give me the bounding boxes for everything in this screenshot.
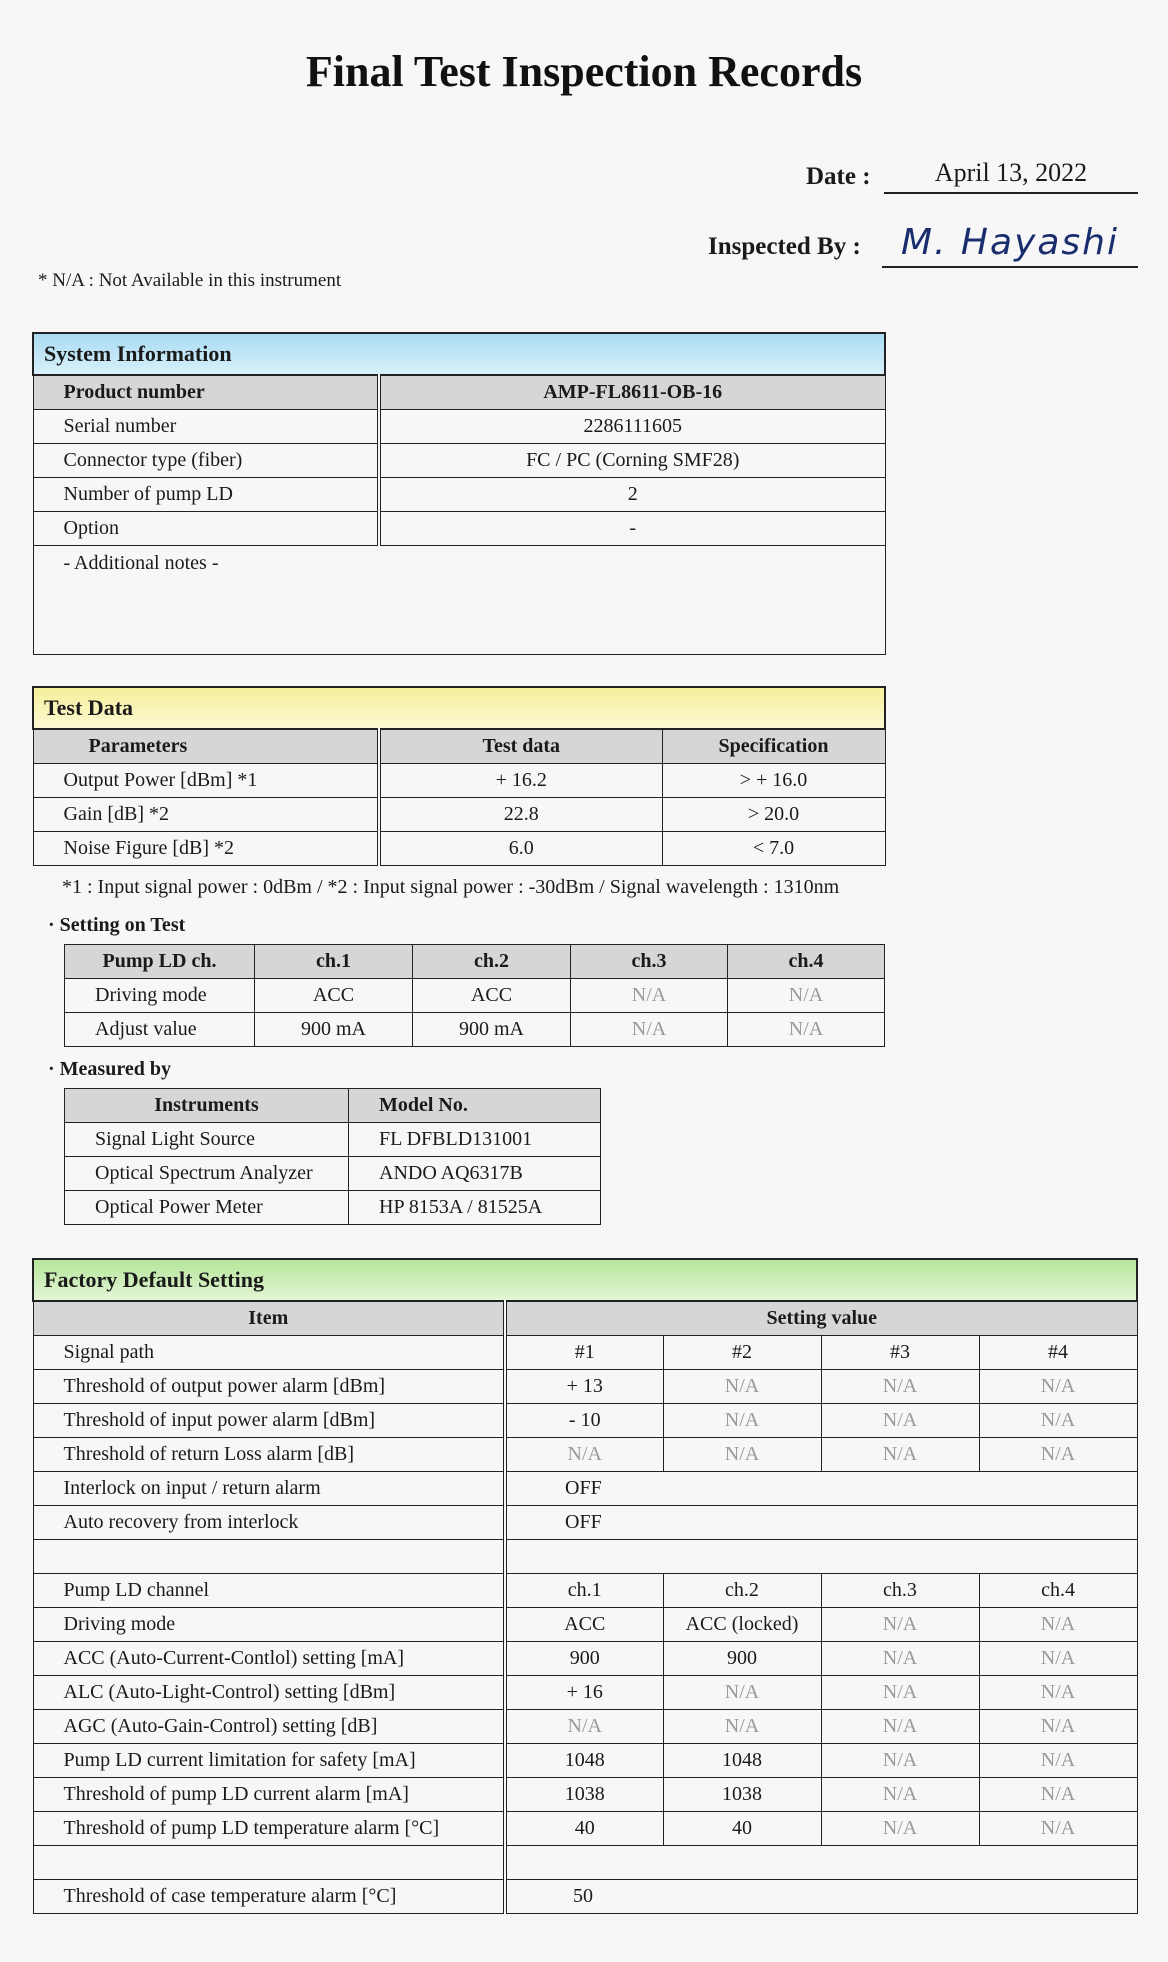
additional-notes: - Additional notes - xyxy=(33,546,885,655)
table-row xyxy=(33,1710,1137,1744)
ch3-header: ch.3 xyxy=(571,945,728,979)
table-cell: - 10 xyxy=(505,1404,663,1438)
table-cell: N/A xyxy=(663,1404,821,1438)
table-cell: N/A xyxy=(821,1676,979,1710)
table-cell: ch.1 xyxy=(505,1574,663,1608)
table-cell: 900 mA xyxy=(255,1013,413,1047)
interlock-label: Interlock on input / return alarm xyxy=(33,1472,505,1506)
blank-cell xyxy=(505,1846,1137,1880)
table-row xyxy=(33,764,885,798)
table-cell: Signal Light Source xyxy=(65,1123,349,1157)
adjust-value-label: Adjust value xyxy=(65,1013,255,1047)
table-header-row xyxy=(33,1301,1137,1336)
noise-figure-spec: < 7.0 xyxy=(662,832,885,866)
table-row xyxy=(65,1191,601,1225)
table-row xyxy=(33,410,885,444)
table-row xyxy=(33,1744,1137,1778)
parameters-header: Parameters xyxy=(33,729,379,764)
test-data-header: Test data xyxy=(379,729,662,764)
date-label: Date : xyxy=(806,163,871,190)
noise-figure-value: 6.0 xyxy=(379,832,662,866)
table-row xyxy=(33,478,885,512)
table-cell: Driving mode xyxy=(33,1608,505,1642)
inspector-signature: M. Hayashi xyxy=(882,222,1138,268)
table-row xyxy=(33,1642,1137,1676)
table-cell: N/A xyxy=(571,1013,728,1047)
case-temp-value: 50 xyxy=(505,1880,1137,1914)
table-cell: N/A xyxy=(821,1404,979,1438)
option-label: Option xyxy=(33,512,379,546)
pump-ld-ch-header: Pump LD ch. xyxy=(65,945,255,979)
table-header-row xyxy=(65,945,885,979)
table-cell: Threshold of pump LD current alarm [mA] xyxy=(33,1778,505,1812)
table-row xyxy=(65,1157,601,1191)
table-row xyxy=(33,1812,1137,1846)
table-cell: ANDO AQ6317B xyxy=(349,1157,601,1191)
table-row xyxy=(33,832,885,866)
item-header: Item xyxy=(33,1301,505,1336)
table-row xyxy=(65,1013,885,1047)
model-no-header: Model No. xyxy=(349,1089,601,1123)
table-cell: N/A xyxy=(821,1710,979,1744)
table-header-row xyxy=(33,729,885,764)
table-cell: N/A xyxy=(979,1710,1137,1744)
test-data-table xyxy=(32,686,886,866)
table-cell: 40 xyxy=(505,1812,663,1846)
serial-number-label: Serial number xyxy=(33,410,379,444)
table-row xyxy=(33,1438,1137,1472)
table-cell: N/A xyxy=(571,979,728,1013)
table-cell: N/A xyxy=(979,1676,1137,1710)
gain-value: 22.8 xyxy=(379,798,662,832)
table-row xyxy=(33,1778,1137,1812)
table-cell: 900 mA xyxy=(413,1013,571,1047)
table-row xyxy=(33,1404,1137,1438)
table-cell: Signal path xyxy=(33,1336,505,1370)
auto-recovery-value: OFF xyxy=(505,1506,1137,1540)
blank-row xyxy=(33,1540,1137,1574)
table-row xyxy=(65,1123,601,1157)
table-cell: N/A xyxy=(821,1608,979,1642)
gain-spec: > 20.0 xyxy=(662,798,885,832)
table-row xyxy=(33,1608,1137,1642)
table-row xyxy=(33,1506,1137,1540)
table-cell: #2 xyxy=(663,1336,821,1370)
table-cell: 1048 xyxy=(505,1744,663,1778)
table-cell: + 13 xyxy=(505,1370,663,1404)
output-power-spec: > + 16.0 xyxy=(662,764,885,798)
table-cell: N/A xyxy=(663,1710,821,1744)
blank-cell xyxy=(33,1540,505,1574)
additional-notes-row xyxy=(33,546,885,655)
table-cell: Optical Spectrum Analyzer xyxy=(65,1157,349,1191)
system-information-table xyxy=(32,332,886,655)
connector-type-value: FC / PC (Corning SMF28) xyxy=(379,444,885,478)
table-cell: ACC (locked) xyxy=(663,1608,821,1642)
table-row xyxy=(33,375,885,410)
table-cell: N/A xyxy=(979,1778,1137,1812)
test-data-heading: Test Data xyxy=(33,687,885,729)
instruments-header: Instruments xyxy=(65,1089,349,1123)
table-cell: N/A xyxy=(663,1676,821,1710)
table-cell: #4 xyxy=(979,1336,1137,1370)
table-cell: N/A xyxy=(821,1438,979,1472)
table-cell: 40 xyxy=(663,1812,821,1846)
table-cell: Threshold of input power alarm [dBm] xyxy=(33,1404,505,1438)
blank-row xyxy=(33,1846,1137,1880)
product-number-value: AMP-FL8611-OB-16 xyxy=(379,375,885,410)
product-number-label: Product number xyxy=(33,375,379,410)
table-cell: Threshold of pump LD temperature alarm [°C] xyxy=(33,1812,505,1846)
noise-figure-label: Noise Figure [dB] *2 xyxy=(33,832,379,866)
measured-by-table xyxy=(64,1088,601,1225)
date-value: April 13, 2022 xyxy=(884,158,1138,194)
table-row xyxy=(33,444,885,478)
table-cell: 1048 xyxy=(663,1744,821,1778)
table-cell: N/A xyxy=(979,1744,1137,1778)
table-cell: AGC (Auto-Gain-Control) setting [dB] xyxy=(33,1710,505,1744)
table-cell: ACC xyxy=(255,979,413,1013)
table-cell: Pump LD channel xyxy=(33,1574,505,1608)
table-cell: N/A xyxy=(821,1744,979,1778)
table-cell: ch.4 xyxy=(979,1574,1137,1608)
table-cell: ALC (Auto-Light-Control) setting [dBm] xyxy=(33,1676,505,1710)
table-cell: N/A xyxy=(663,1438,821,1472)
table-row xyxy=(33,1472,1137,1506)
table-row xyxy=(33,1336,1137,1370)
test-data-footnote: *1 : Input signal power : 0dBm / *2 : Input signal power : -30dBm / Signal wavelength : 1310nm xyxy=(62,876,840,898)
table-cell: N/A xyxy=(821,1812,979,1846)
table-cell: N/A xyxy=(979,1438,1137,1472)
ch4-header: ch.4 xyxy=(728,945,885,979)
table-row xyxy=(33,1370,1137,1404)
table-cell: N/A xyxy=(728,979,885,1013)
table-row xyxy=(33,1574,1137,1608)
table-cell: 1038 xyxy=(505,1778,663,1812)
table-cell: 1038 xyxy=(663,1778,821,1812)
table-cell: #3 xyxy=(821,1336,979,1370)
table-cell: Pump LD current limitation for safety [mA] xyxy=(33,1744,505,1778)
pump-ld-count-value: 2 xyxy=(379,478,885,512)
setting-on-test-label: · Setting on Test xyxy=(48,914,186,936)
table-cell: ACC xyxy=(505,1608,663,1642)
factory-default-table xyxy=(32,1258,1138,1914)
system-information-heading: System Information xyxy=(33,333,885,375)
na-note: * N/A : Not Available in this instrument xyxy=(38,270,342,291)
table-cell: N/A xyxy=(821,1370,979,1404)
table-row xyxy=(33,798,885,832)
serial-number-value: 2286111605 xyxy=(379,410,885,444)
table-cell: ch.3 xyxy=(821,1574,979,1608)
case-temp-label: Threshold of case temperature alarm [°C] xyxy=(33,1880,505,1914)
table-cell: 900 xyxy=(505,1642,663,1676)
ch1-header: ch.1 xyxy=(255,945,413,979)
table-row xyxy=(65,979,885,1013)
table-row xyxy=(33,1676,1137,1710)
table-cell: ACC xyxy=(413,979,571,1013)
gain-label: Gain [dB] *2 xyxy=(33,798,379,832)
specification-header: Specification xyxy=(662,729,885,764)
table-cell: N/A xyxy=(728,1013,885,1047)
table-row xyxy=(33,1880,1137,1914)
table-cell: 900 xyxy=(663,1642,821,1676)
table-cell: N/A xyxy=(505,1710,663,1744)
table-cell: ACC (Auto-Current-Contlol) setting [mA] xyxy=(33,1642,505,1676)
inspected-by-label: Inspected By : xyxy=(708,233,861,260)
measured-by-label: · Measured by xyxy=(48,1058,171,1080)
connector-type-label: Connector type (fiber) xyxy=(33,444,379,478)
table-cell: N/A xyxy=(979,1404,1137,1438)
ch2-header: ch.2 xyxy=(413,945,571,979)
output-power-value: + 16.2 xyxy=(379,764,662,798)
option-value: - xyxy=(379,512,885,546)
table-cell: N/A xyxy=(979,1812,1137,1846)
table-row xyxy=(33,512,885,546)
interlock-value: OFF xyxy=(505,1472,1137,1506)
factory-default-heading: Factory Default Setting xyxy=(33,1259,1137,1301)
driving-mode-label: Driving mode xyxy=(65,979,255,1013)
table-cell: Threshold of return Loss alarm [dB] xyxy=(33,1438,505,1472)
table-cell: Threshold of output power alarm [dBm] xyxy=(33,1370,505,1404)
table-cell: Optical Power Meter xyxy=(65,1191,349,1225)
table-cell: N/A xyxy=(821,1778,979,1812)
page-title: Final Test Inspection Records xyxy=(305,47,863,96)
table-header-row xyxy=(65,1089,601,1123)
blank-cell xyxy=(33,1846,505,1880)
setting-on-test-table xyxy=(64,944,885,1047)
auto-recovery-label: Auto recovery from interlock xyxy=(33,1506,505,1540)
table-cell: N/A xyxy=(979,1608,1137,1642)
setting-value-header: Setting value xyxy=(505,1301,1137,1336)
pump-ld-count-label: Number of pump LD xyxy=(33,478,379,512)
table-cell: HP 8153A / 81525A xyxy=(349,1191,601,1225)
table-cell: N/A xyxy=(979,1642,1137,1676)
table-cell: + 16 xyxy=(505,1676,663,1710)
output-power-label: Output Power [dBm] *1 xyxy=(33,764,379,798)
blank-cell xyxy=(505,1540,1137,1574)
table-cell: ch.2 xyxy=(663,1574,821,1608)
table-cell: FL DFBLD131001 xyxy=(349,1123,601,1157)
table-cell: N/A xyxy=(505,1438,663,1472)
table-cell: N/A xyxy=(663,1370,821,1404)
table-cell: N/A xyxy=(821,1642,979,1676)
table-cell: N/A xyxy=(979,1370,1137,1404)
table-cell: #1 xyxy=(505,1336,663,1370)
